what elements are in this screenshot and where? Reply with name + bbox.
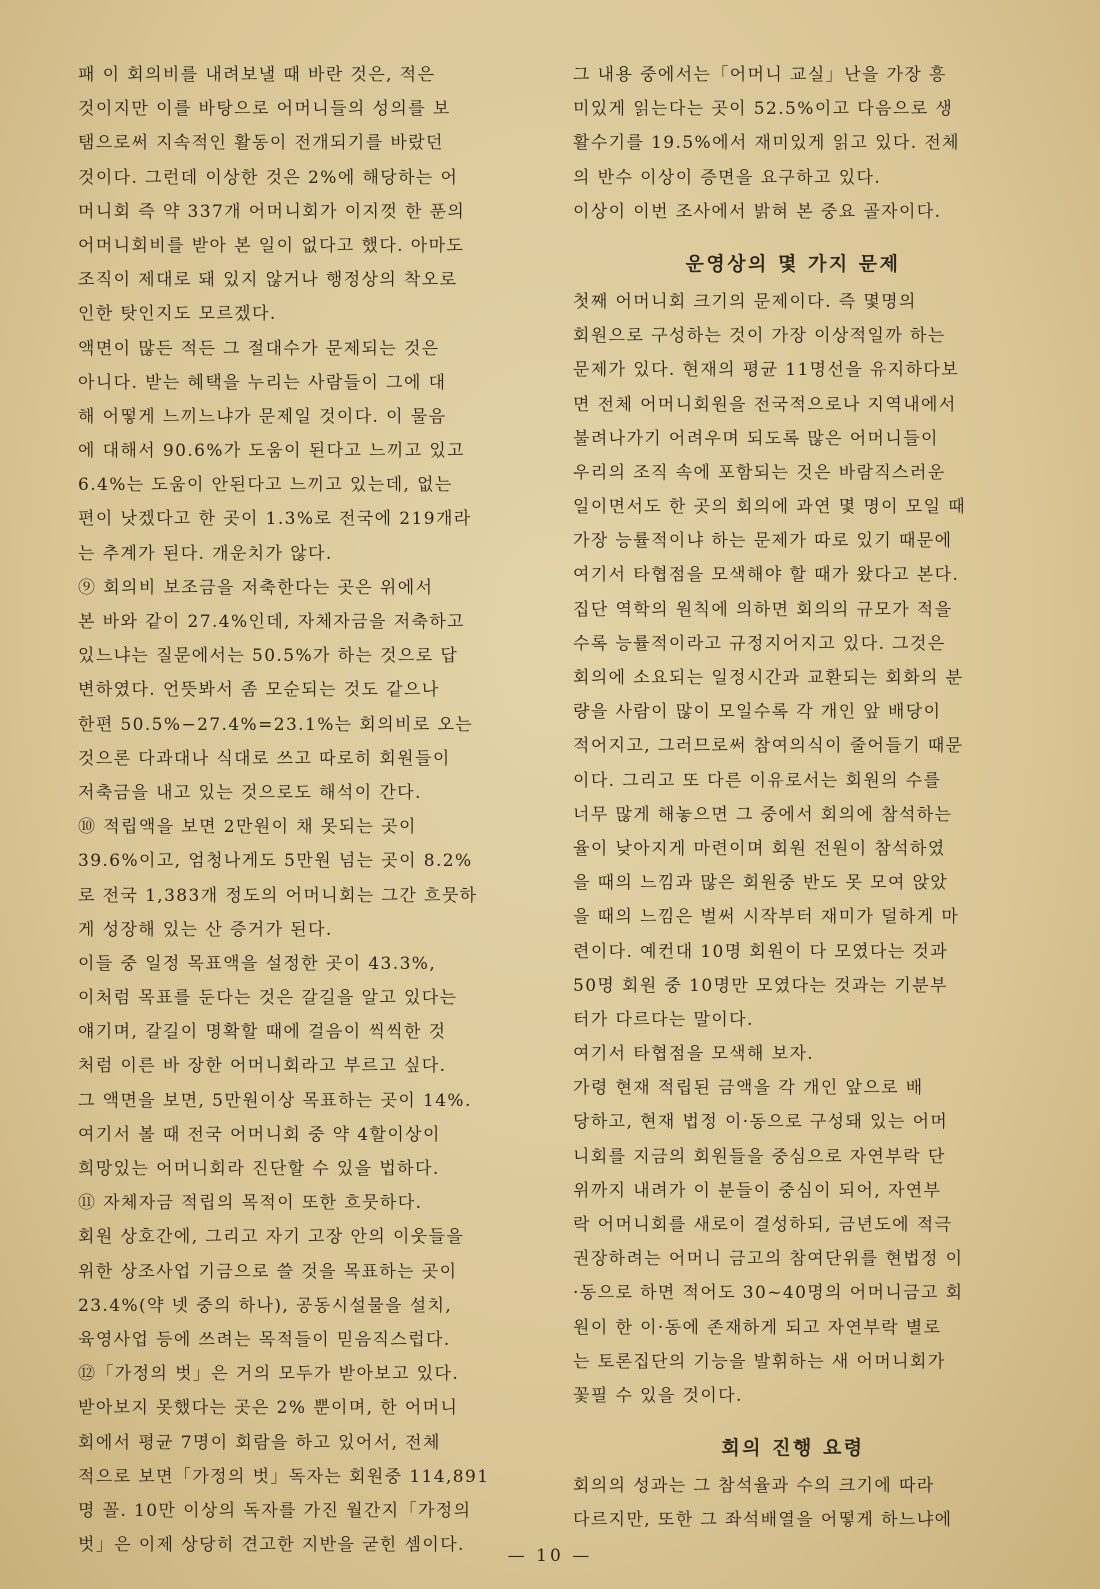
text-line: 여기서 타협점을 모색해야 할 때가 왔다고 본다.	[573, 565, 960, 586]
text-line: 게 성장해 있는 산 증거가 된다.	[78, 919, 333, 940]
text-line: 율이 낮아지게 마련이며 회원 전원이 참석하였	[573, 838, 946, 859]
text-line: 것이다. 그런데 이상한 것은 2%에 해당하는 어	[78, 167, 459, 188]
text-line: 활수기를 19.5%에서 재미있게 읽고 있다. 전체	[573, 133, 960, 154]
text-line: 인한 탓인지도 모르겠다.	[78, 304, 277, 325]
right-column-intro	[573, 58, 1013, 229]
text-line: 50명 회원 중 10명만 모였다는 것과는 기분부	[573, 975, 948, 996]
text-line: 꽃필 수 있을 것이다.	[573, 1385, 743, 1406]
text-line: 편이 낫겠다고 한 곳이 1.3%로 전국에 219개라	[78, 509, 472, 530]
text-line: 면 전체 어머니회원을 전국적으로나 지역내에서	[573, 394, 957, 415]
text-line: 있느냐는 질문에서는 50.5%가 하는 것으로 답	[78, 646, 459, 667]
text-line: 회원으로 구성하는 것이 가장 이상적일까 하는	[573, 326, 946, 347]
text-line: 저축금을 내고 있는 것으로도 해석이 간다.	[78, 782, 422, 803]
text-line: 여기서 볼 때 전국 어머니회 중 약 4할이상이	[78, 1124, 441, 1145]
text-line: 39.6%이고, 엄청나게도 5만원 넘는 곳이 8.2%	[78, 851, 473, 872]
text-line: 의 반수 이상이 증면을 요구하고 있다.	[573, 167, 882, 188]
text-line: 권장하려는 어머니 금고의 참여단위를 현법정 이	[573, 1249, 964, 1270]
text-line: 한편 50.5%−27.4%=23.1%는 회의비로 오는	[78, 714, 474, 735]
text-line: 을 때의 느낌과 많은 회원중 반도 못 모여 앉았	[573, 873, 949, 894]
text-line: 이상이 이번 조사에서 밝혀 본 중요 골자이다.	[573, 201, 942, 222]
text-line: 문제가 있다. 현재의 평균 11명선을 유지하다보	[573, 360, 960, 381]
text-line: ⑩ 적립액을 보면 2만원이 채 못되는 곳이	[78, 817, 417, 838]
text-line: 집단 역학의 원칙에 의하면 회의의 규모가 적을	[573, 599, 953, 620]
text-line: 것으론 다과대나 식대로 쓰고 따로히 회원들이	[78, 748, 451, 769]
text-line: 로 전국 1,383개 정도의 어머니회는 그간 흐뭇하	[78, 885, 478, 906]
text-line: 적으로 보면「가정의 벗」독자는 회원중 114,891	[78, 1466, 490, 1487]
text-line: 것이지만 이를 바탕으로 어머니들의 성의를 보	[78, 99, 451, 120]
text-line: 회에서 평균 7명이 회람을 하고 있어서, 전체	[78, 1432, 441, 1453]
text-line: 회의에 소요되는 일정시간과 교환되는 회화의 분	[573, 668, 964, 688]
right-column	[573, 58, 1013, 1538]
text-line: ⑨ 회의비 보조금을 저축한다는 곳은 위에서	[78, 577, 434, 598]
text-line: 본 바와 같이 27.4%인데, 자체자금을 저축하고	[78, 612, 465, 632]
text-line: 너무 많게 해놓으면 그 중에서 회의에 참석하는	[573, 804, 953, 825]
text-line: 가령 현재 적립된 금액을 각 개인 앞으로 배	[573, 1078, 924, 1099]
text-line: 아니다. 받는 혜택을 누리는 사람들이 그에 대	[78, 372, 447, 393]
text-line: 우리의 조직 속에 포함되는 것은 바람직스러운	[573, 462, 946, 483]
text-line: 터가 다르다는 말이다.	[573, 1009, 754, 1030]
text-line: 변하였다. 언뜻봐서 좀 모순되는 것도 같으나	[78, 680, 440, 701]
text-line: 회의의 성과는 그 참석율과 수의 크기에 따라	[573, 1476, 935, 1497]
text-line: 위한 상조사업 기금으로 쓸 것을 목표하는 곳이	[78, 1261, 458, 1282]
text-line: 받아보지 못했다는 곳은 2% 뿐이며, 한 어머니	[78, 1398, 459, 1419]
text-line: 해 어떻게 느끼느냐가 문제일 것이다. 이 물음	[78, 406, 447, 427]
text-line: 니회를 지금의 회원들을 중심으로 자연부락 단	[573, 1146, 946, 1167]
text-line: 이들 중 일정 목표액을 설정한 곳이 43.3%,	[78, 953, 437, 974]
text-line: ⑫「가정의 벗」은 거의 모두가 받아보고 있다.	[78, 1364, 460, 1385]
text-line: 원이 한 이·동에 존재하게 되고 자연부락 별로	[573, 1317, 942, 1338]
text-line: 패 이 회의비를 내려보낼 때 바란 것은, 적은	[78, 65, 436, 85]
text-line: 그 내용 중에서는「어머니 교실」난을 가장 흥	[573, 65, 947, 85]
text-line: 당하고, 현재 법정 이·동으로 구성돼 있는 어머	[573, 1112, 949, 1133]
text-line: 이다. 그리고 또 다른 이유로서는 회원의 수를	[573, 770, 942, 791]
text-line: 그 액면을 보면, 5만원이상 목표하는 곳이 14%.	[78, 1090, 472, 1111]
text-line: 회원 상호간에, 그리고 자기 고장 안의 이웃들을	[78, 1227, 465, 1248]
text-line: 23.4%(약 넷 중의 하나), 공동시설물을 설치,	[78, 1295, 453, 1316]
text-line: 얘기며, 갈길이 명확할 때에 걸음이 씩씩한 것	[78, 1022, 447, 1043]
text-line: 6.4%는 도움이 안된다고 느끼고 있는데, 없는	[78, 475, 453, 496]
text-line: 을 때의 느낌은 벌써 시작부터 재미가 덜하게 마	[573, 907, 960, 928]
section-heading-meeting: 회의 진행 요령	[721, 1437, 865, 1460]
text-line: 이처럼 목표를 둔다는 것은 갈길을 알고 있다는	[78, 988, 458, 1009]
text-line: 불려나가기 어려우며 되도록 많은 어머니들이	[573, 428, 939, 449]
text-line: 미있게 읽는다는 곳이 52.5%이고 다음으로 생	[573, 99, 954, 120]
text-line: 는 추계가 된다. 개운치가 않다.	[78, 543, 333, 564]
text-line: 탬으로써 지속적인 활동이 전개되기를 바랐던	[78, 133, 444, 154]
text-line: 어머니회비를 받아 본 일이 없다고 했다. 아마도	[78, 235, 465, 256]
text-line: 적어지고, 그러므로써 참여의식이 줄어들기 때문	[573, 736, 964, 757]
right-column-operations-body	[573, 285, 1013, 1413]
text-line: 액면이 많든 적든 그 절대수가 문제되는 것은	[78, 338, 440, 359]
text-line: 머니회 즉 약 337개 어머니회가 이지껏 한 푼의	[78, 201, 466, 222]
text-line: 명 꼴. 10만 이상의 독자를 가진 월간지「가정의	[78, 1500, 472, 1521]
text-line: 여기서 타협점을 모색해 보자.	[573, 1044, 815, 1065]
text-line: ⑪ 자체자금 적립의 목적이 또한 흐뭇하다.	[78, 1193, 423, 1214]
text-line: 량을 사람이 많이 모일수록 각 개인 앞 배당이	[573, 702, 942, 723]
text-line: 수록 능률적이라고 규정지어지고 있다. 그것은	[573, 633, 946, 654]
text-line: 조직이 제대로 돼 있지 않거나 행정상의 착오로	[78, 270, 458, 291]
text-line: 위까지 내려가 이 분들이 중심이 되어, 자연부	[573, 1180, 942, 1201]
text-line: 련이다. 예컨대 10명 회원이 다 모였다는 것과	[573, 941, 949, 962]
text-line: 일이면서도 한 곳의 회의에 과연 몇 명이 모일 때	[573, 497, 967, 518]
text-line: 락 어머니회를 새로이 결성하되, 금년도에 적극	[573, 1215, 953, 1235]
text-line: 벗」은 이제 상당히 견고한 지반을 굳힌 셈이다.	[78, 1535, 465, 1556]
text-line: 처럼 이른 바 장한 어머니회라고 부르고 싶다.	[78, 1056, 447, 1077]
page-number: — 10 —	[507, 1546, 593, 1566]
text-line: 희망있는 어머니회라 진단할 수 있을 법하다.	[78, 1159, 440, 1179]
text-line: 첫째 어머니회 크기의 문제이다. 즉 몇명의	[573, 291, 917, 312]
text-line: 는 토론집단의 기능을 발휘하는 새 어머니회가	[573, 1351, 946, 1372]
text-line: 다르지만, 또한 그 좌석배열을 어떻게 하느냐에	[573, 1510, 953, 1531]
section-heading-operations: 운영상의 몇 가지 문제	[685, 252, 901, 275]
text-line: 육영사업 등에 쓰려는 목적들이 믿음직스럽다.	[78, 1329, 451, 1350]
right-column-meeting-body	[573, 1469, 1013, 1537]
left-column	[78, 58, 523, 1562]
text-line: 가장 능률적이냐 하는 문제가 따로 있기 때문에	[573, 531, 953, 552]
text-line: 에 대해서 90.6%가 도움이 된다고 느끼고 있고	[78, 441, 465, 462]
text-line: ·동으로 하면 적어도 30~40명의 어머니금고 회	[573, 1283, 964, 1304]
